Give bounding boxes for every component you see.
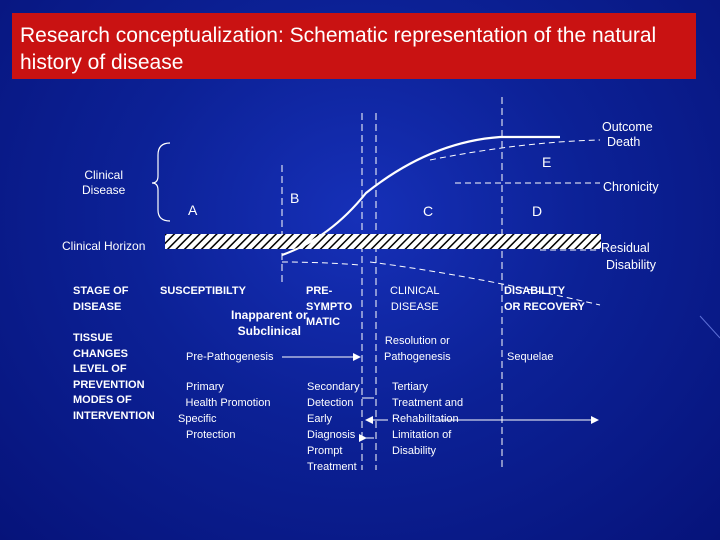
intervention-label: INTERVENTION xyxy=(73,409,155,422)
subclinical-curve xyxy=(282,262,360,265)
inapparent-line: Inapparent or xyxy=(231,308,308,322)
diagnosis-line: Diagnosis xyxy=(307,429,356,441)
prevention-label: PREVENTION xyxy=(73,378,145,391)
prompt-line: Prompt xyxy=(307,445,343,457)
point-b: B xyxy=(290,190,300,206)
stage-of-label: STAGE OF xyxy=(73,285,129,297)
detection-line: Detection xyxy=(307,397,354,409)
point-a: A xyxy=(188,202,198,218)
clinical-disease-line2: Disease xyxy=(82,183,126,197)
row-headers xyxy=(73,284,155,424)
point-c: C xyxy=(423,203,434,219)
clinical-disease-label xyxy=(82,168,125,198)
matic-line: MATIC xyxy=(306,316,341,328)
primary-line: Primary xyxy=(186,381,224,393)
slide-title: Research conceptualization: Schematic representation of the natural history of disease xyxy=(20,24,657,74)
outcome-line: Outcome xyxy=(602,120,653,134)
edge-decoration xyxy=(700,316,720,338)
changes-label: CHANGES xyxy=(73,347,129,360)
stage-inapparent xyxy=(231,308,308,339)
pathogenesis-line: Pathogenesis xyxy=(384,351,451,363)
resolution-label xyxy=(384,333,451,365)
health-promotion-line: Health Promotion xyxy=(185,397,271,409)
disability-line: Disability xyxy=(606,258,657,272)
disease-label: DISEASE xyxy=(73,300,122,313)
point-d: D xyxy=(532,203,543,219)
early-line: Early xyxy=(307,413,333,425)
subclinical-line: Subclinical xyxy=(237,323,302,338)
clinical-disease-brace xyxy=(152,143,170,221)
death-curve xyxy=(430,140,600,160)
chronicity-label: Chronicity xyxy=(603,180,659,194)
pre-pathogenesis-label: Pre-Pathogenesis xyxy=(186,351,274,363)
protection-line: Protection xyxy=(186,429,236,441)
resolution-line: Resolution or xyxy=(384,335,450,347)
stage-disability xyxy=(504,284,585,315)
clinical-disease-line: DISEASE xyxy=(390,300,439,313)
tissue-label: TISSUE xyxy=(73,332,113,344)
treatment-and-line: Treatment and xyxy=(392,397,464,409)
recovery-line: OR RECOVERY xyxy=(504,300,585,313)
sympto-line: SYMPTO xyxy=(306,300,353,313)
stage-clinical xyxy=(390,284,440,315)
primary-prevention xyxy=(178,379,278,443)
specific-line: Specific xyxy=(178,413,217,425)
limitation-line: Limitation of xyxy=(392,429,452,441)
rehabilitation-line: Rehabilitation xyxy=(392,413,459,425)
pre-line: PRE- xyxy=(306,285,333,297)
level-of-label: LEVEL OF xyxy=(73,363,127,375)
secondary-line: Secondary xyxy=(307,381,360,393)
outcome-death-label xyxy=(602,120,653,150)
tertiary-prevention xyxy=(392,379,463,459)
clinical-horizon-bar xyxy=(165,234,601,249)
tertiary-line: Tertiary xyxy=(392,381,429,393)
death-line: Death xyxy=(607,135,641,149)
stage-presymptomatic xyxy=(306,284,352,331)
clinical-horizon-label: Clinical Horizon xyxy=(62,239,146,253)
modes-of-label: MODES OF xyxy=(73,394,132,406)
disability-or-line: DISABILITY xyxy=(504,285,566,297)
treatment-line: Treatment xyxy=(307,461,357,473)
sequelae-label: Sequelae xyxy=(507,351,554,363)
clinical-disease-line1: Clinical xyxy=(84,168,124,182)
stage-susceptibility: SUSCEPTIBILTY xyxy=(160,285,246,297)
secondary-prevention xyxy=(307,379,360,475)
disability-limit-line: Disability xyxy=(392,445,437,457)
residual-disability-label xyxy=(601,240,656,274)
clinical-line: CLINICAL xyxy=(390,285,440,297)
residual-line: Residual xyxy=(601,241,650,255)
row-spacer xyxy=(73,315,155,331)
point-e: E xyxy=(542,154,552,170)
